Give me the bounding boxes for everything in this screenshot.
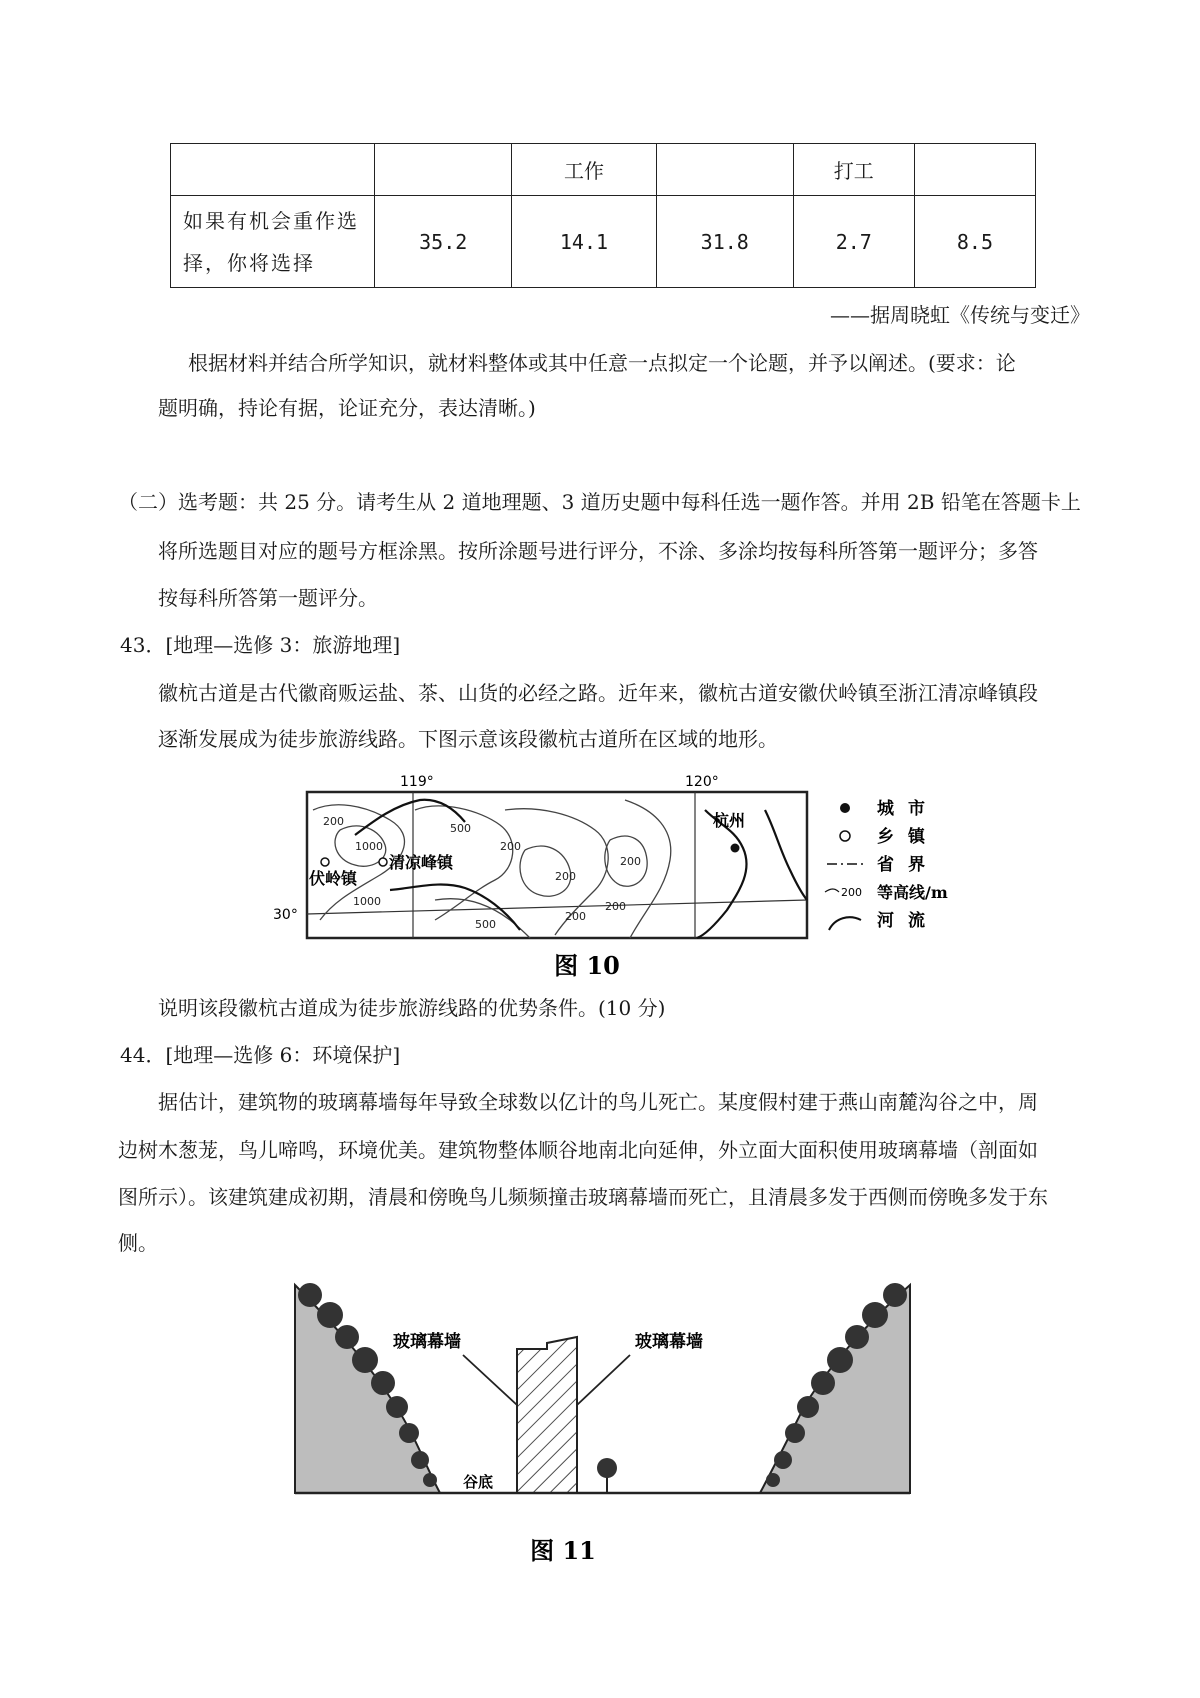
contour-label: 200	[620, 855, 641, 868]
table-cell: 2.7	[793, 196, 914, 288]
q44-paragraph-line1: 据估计，建筑物的玻璃幕墙每年导致全球数以亿计的鸟儿死亡。某度假村建于燕山南麓沟谷之中，周	[158, 1090, 1038, 1114]
table-header-cell	[656, 144, 793, 196]
contour-label: 500	[475, 918, 496, 931]
q43-paragraph-line2: 逐渐发展成为徒步旅游线路。下图示意该段徽杭古道所在区域的地形。	[158, 727, 778, 751]
tree-icon	[317, 1302, 343, 1328]
place-qingliang: 清凉峰镇	[389, 853, 454, 872]
q43-paragraph-line1: 徽杭古道是古代徽商贩运盐、茶、山货的必经之路。近年来，徽杭古道安徽伏岭镇至浙江清凉峰镇段	[158, 681, 1038, 705]
source-citation: ——据周晓虹《传统与变迁》	[830, 303, 1090, 327]
table-cell: 14.1	[512, 196, 657, 288]
legend-province-label: 省界	[877, 855, 939, 875]
lat-label-30: 30°	[273, 907, 298, 923]
legend-town-icon	[840, 831, 850, 841]
row-label-line1: 如果有机会重作选	[183, 208, 359, 233]
table-header-cell: 打工	[793, 144, 914, 196]
table-header-cell	[171, 144, 375, 196]
place-hangzhou: 杭州	[713, 811, 746, 830]
tree-icon	[811, 1371, 835, 1395]
tree-icon	[797, 1396, 819, 1418]
legend-river-icon	[829, 917, 861, 930]
legend-river-label: 河流	[877, 911, 939, 931]
figure11-caption: 图 11	[530, 1536, 596, 1565]
table-row	[171, 196, 1036, 288]
q44-paragraph-line3: 图所示）。该建筑建成初期，清晨和傍晚鸟儿频频撞击玻璃幕墙而死亡，且清晨多发于西侧而傍晚多发于东	[118, 1185, 1048, 1209]
q44-paragraph-line4: 侧。	[118, 1231, 158, 1255]
q44-paragraph-line2: 边树木葱茏，鸟儿啼鸣，环境优美。建筑物整体顺谷地南北向延伸，外立面大面积使用玻璃幕墙（剖面如	[118, 1138, 1038, 1162]
table-cell: 31.8	[656, 196, 793, 288]
table-row-label	[171, 196, 375, 288]
legend-contour-sample: 200	[841, 886, 862, 899]
tree-icon	[298, 1283, 322, 1307]
contour-label: 200	[565, 910, 586, 923]
valley-section-figure	[285, 1265, 930, 1567]
tree-icon	[371, 1371, 395, 1395]
town-marker-qingliang	[379, 858, 387, 866]
survey-table	[170, 143, 1036, 288]
contour-label: 200	[605, 900, 626, 913]
table-header-row	[171, 144, 1036, 196]
q43-question: 说明该段徽杭古道成为徒步旅游线路的优势条件。(10 分)	[158, 996, 666, 1020]
table-cell: 8.5	[914, 196, 1035, 288]
tree-icon	[335, 1325, 359, 1349]
tree-icon	[862, 1302, 888, 1328]
label-valley-floor: 谷底	[463, 1473, 494, 1491]
contour-label: 1000	[353, 895, 381, 908]
table-header-cell	[914, 144, 1035, 196]
label-glass-right: 玻璃幕墙	[635, 1332, 703, 1352]
tree-icon	[883, 1283, 907, 1307]
tree-icon	[827, 1347, 853, 1373]
legend-city-label: 城市	[877, 799, 939, 819]
glass-curtain-building	[517, 1337, 577, 1493]
contour-label: 200	[500, 840, 521, 853]
tree-icon	[411, 1451, 429, 1469]
tree-icon	[785, 1423, 805, 1443]
tree-icon	[423, 1473, 437, 1487]
floor-tree-icon	[597, 1458, 617, 1493]
tree-icon	[845, 1325, 869, 1349]
row-label-line2: 择，你将选择	[183, 250, 315, 275]
tree-icon	[352, 1347, 378, 1373]
town-marker-fuling	[321, 858, 329, 866]
city-marker-hangzhou	[731, 844, 740, 853]
contour-label: 200	[555, 870, 576, 883]
q42-instruction-line1: 根据材料并结合所学知识，就材料整体或其中任意一点拟定一个论题，并予以阐述。(要求：论	[188, 351, 1016, 375]
pointer-line-right	[577, 1355, 630, 1405]
section2-line3: 按每科所答第一题评分。	[158, 586, 378, 610]
legend-contour-label: 等高线/m	[877, 883, 948, 902]
q42-instruction-line2: 题明确，持论有据，论证充分，表达清晰。)	[158, 396, 536, 420]
legend-city-icon	[840, 803, 850, 813]
contour-label: 1000	[355, 840, 383, 853]
figure10-caption: 图 10	[554, 951, 620, 980]
place-fuling: 伏岭镇	[309, 869, 358, 888]
q44-heading: 44．[地理—选修 6：环境保护]	[120, 1043, 401, 1067]
table-header-cell: 工作	[512, 144, 657, 196]
legend-town-label: 乡镇	[877, 827, 939, 847]
section2-line1: （二）选考题：共 25 分。请考生从 2 道地理题、3 道历史题中每科任选一题作答。并用 2B 铅笔在答题卡上	[118, 490, 1081, 514]
contour-label: 200	[323, 815, 344, 828]
tree-icon	[766, 1473, 780, 1487]
lon-label-119: 119°	[400, 774, 434, 790]
section2-line2: 将所选题目对应的题号方框涂黑。按所涂题号进行评分，不涂、多涂均按每科所答第一题评分；多答	[158, 539, 1038, 563]
legend-contour-icon	[825, 889, 839, 892]
map-legend	[825, 798, 948, 931]
lon-label-120: 120°	[685, 774, 719, 790]
tree-icon	[774, 1451, 792, 1469]
table-header-cell	[375, 144, 512, 196]
tree-icon	[399, 1423, 419, 1443]
q43-heading: 43．[地理—选修 3：旅游地理]	[120, 633, 401, 657]
tree-icon	[386, 1396, 408, 1418]
label-glass-left: 玻璃幕墙	[393, 1332, 461, 1352]
pointer-line-left	[463, 1355, 517, 1405]
contour-label: 500	[450, 822, 471, 835]
terrain-map-figure	[265, 770, 965, 985]
table-cell: 35.2	[375, 196, 512, 288]
